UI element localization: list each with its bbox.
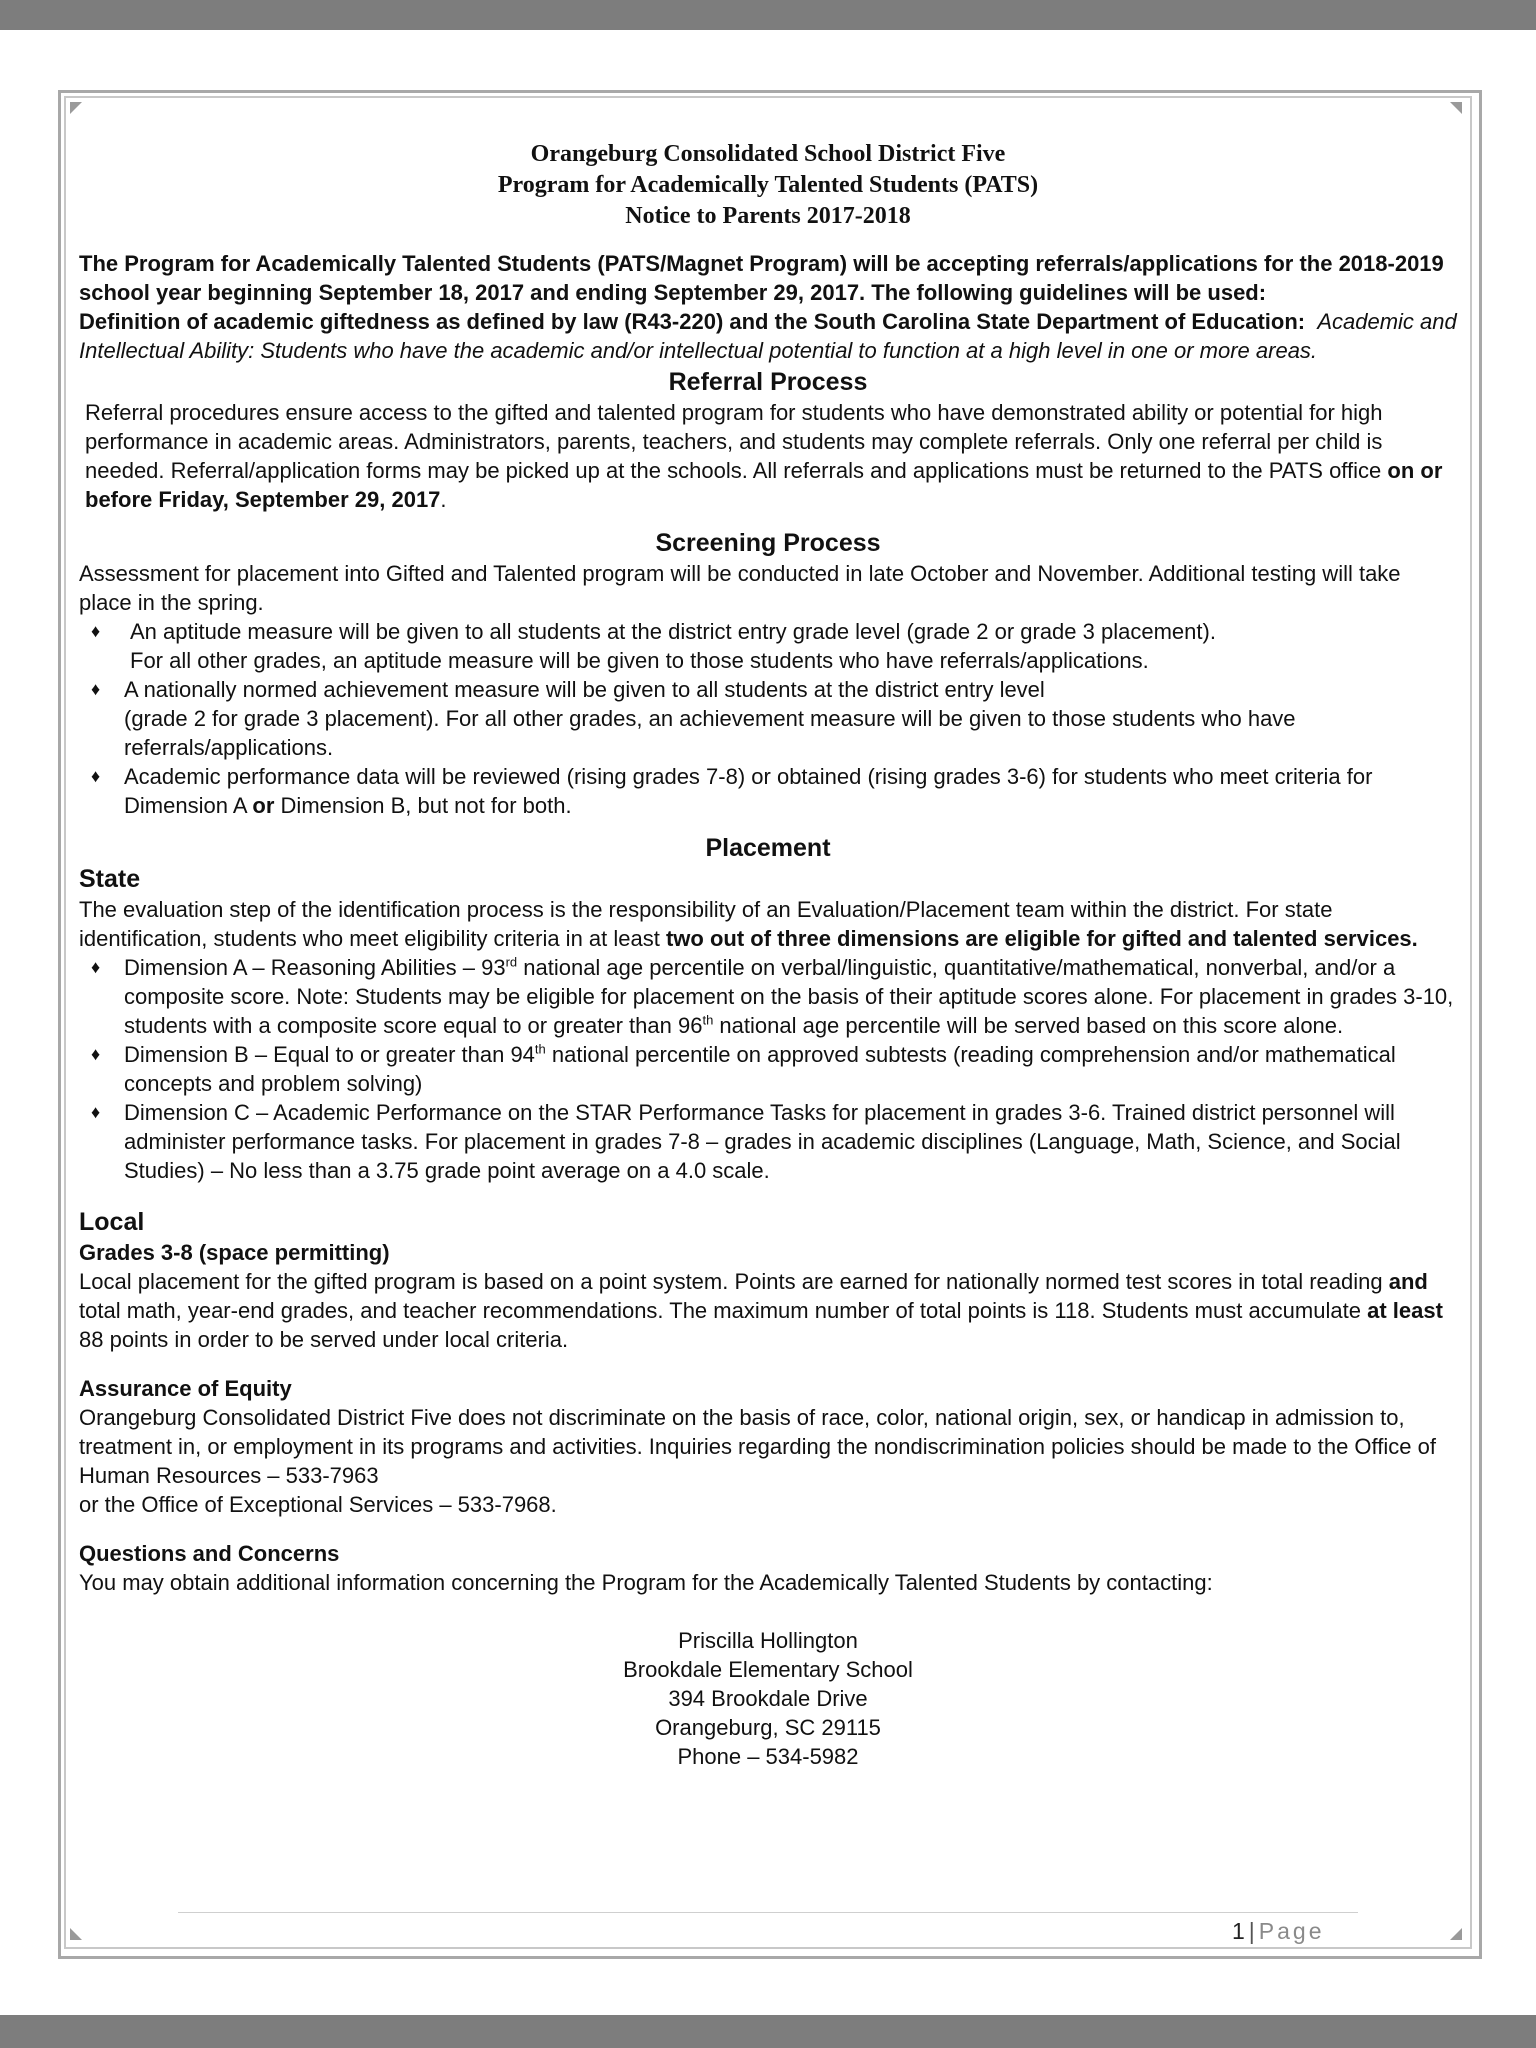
diamond-bullet-icon: ♦ — [91, 957, 101, 977]
page-number-value: 1 — [1232, 1918, 1245, 1944]
contact-phone: Phone – 534-5982 — [677, 1744, 859, 1769]
ordinal-suffix: th — [534, 1041, 546, 1057]
dimension-b-text: national percentile on approved subtests (reading comprehension and/or mathematical concepts and problem solving) — [124, 1042, 1396, 1096]
questions-paragraph: You may obtain additional information concerning the Program for the Academically Talented Students by contacting: — [79, 1570, 1213, 1595]
dimension-a-text: Dimension A – Reasoning Abilities – 93 — [124, 955, 506, 980]
local-subheading: Grades 3-8 (space permitting) — [79, 1240, 390, 1265]
local-bold: and — [1388, 1269, 1428, 1294]
page-number — [1232, 1918, 1325, 1945]
page-label: Page — [1258, 1918, 1325, 1944]
bullet-bold: or — [252, 793, 275, 818]
dimension-c-text: Dimension C – Academic Performance on the STAR Performance Tasks for placement in grades 3-6. Trained district personnel will administer performance tasks. For placement in grades 7-8 – grades in academic disciplines (Language, Math, Science, and Social Studies) – No less than a 3.75 grade point average on a 4.0 scale. — [124, 1100, 1401, 1183]
intro-paragraph: The Program for Academically Talented Students (PATS/Magnet Program) will be accepting referrals/applications for the 2018-2019 school year beginning September 18, 2017 and ending September 29, 2017. The following guidelines will be used: — [79, 251, 1444, 305]
local-heading: Local — [79, 1208, 145, 1236]
list-item — [79, 1098, 1457, 1185]
bullet-line: (grade 2 for grade 3 placement). For all other grades, an achievement measure will be given to those students who have referrals/applications. — [124, 706, 1296, 760]
diamond-bullet-icon: ♦ — [91, 1102, 101, 1122]
dimension-bullets — [79, 953, 1457, 1185]
state-paragraph — [79, 895, 1457, 953]
dimension-a-text: national age percentile will be served based on this score alone. — [713, 1013, 1344, 1038]
corner-ornament-bottom-right — [1450, 1928, 1462, 1940]
referral-title: Referral Process — [668, 368, 868, 396]
document-page — [0, 30, 1536, 2015]
diamond-bullet-icon: ♦ — [91, 679, 101, 699]
contact-block — [79, 1626, 1457, 1771]
local-text: total math, year-end grades, and teacher recommendations. The maximum number of total points is 118. Students must accumulate — [79, 1298, 1361, 1323]
diamond-bullet-icon: ♦ — [91, 766, 101, 786]
header-program: Program for Academically Talented Students (PATS) — [497, 172, 1039, 198]
equity-paragraph: Orangeburg Consolidated District Five does not discriminate on the basis of race, color, national origin, sex, or handicap in admission to, treatment in, or employment in its programs and activities. Inquiries regarding the nondiscrimination policies should be made to the Office of Human Resources – 533-7963 — [79, 1405, 1436, 1488]
referral-text: Referral procedures ensure access to the gifted and talented program for students who have demonstrated ability or potential for high performance in academic areas. Administrators, parents, teachers, and students may complete referrals. Only one referral per child is needed. Referral/application forms may be picked up at the schools. All referrals and applications must be returned to the PATS office — [85, 400, 1383, 483]
equity-heading: Assurance of Equity — [79, 1376, 292, 1401]
definition-text: Academic and Intellectual Ability: Students who have the academic and/or intellectual potential to function at a high level in one or more areas. — [79, 309, 1457, 363]
screening-bullets — [79, 617, 1457, 820]
diamond-bullet-icon: ♦ — [91, 1044, 101, 1064]
contact-name: Priscilla Hollington — [678, 1628, 858, 1653]
bullet-line: A nationally normed achievement measure will be given to all students at the district entry level — [124, 677, 1045, 702]
referral-paragraph — [79, 398, 1457, 514]
local-bold: at least — [1367, 1298, 1443, 1323]
referral-end: . — [440, 487, 447, 512]
placement-title: Placement — [705, 834, 831, 862]
dimension-a-text: national age percentile on verbal/linguistic, quantitative/mathematical, nonverbal, and/or a composite score. Note: Students may be eligible for placement on the basis of their aptitude scores alone. For placement in grades 3-10, students with a composite score equal to or greater than 96 — [124, 955, 1454, 1038]
definition-paragraph — [79, 307, 1457, 365]
local-text: 88 points in order to be served under local criteria. — [79, 1327, 569, 1352]
contact-city: Orangeburg, SC 29115 — [655, 1715, 881, 1740]
ordinal-suffix: th — [702, 1012, 714, 1028]
contact-street: 394 Brookdale Drive — [668, 1686, 868, 1711]
document-body — [79, 110, 1457, 1771]
screening-title: Screening Process — [655, 529, 881, 557]
page-number-separator: | — [1248, 1918, 1255, 1944]
bullet-text: Dimension B, but not for both. — [280, 793, 572, 818]
contact-school: Brookdale Elementary School — [623, 1657, 913, 1682]
dimension-b-text: Dimension B – Equal to or greater than 94 — [124, 1042, 535, 1067]
header-district: Orangeburg Consolidated School District Five — [530, 141, 1006, 167]
equity-paragraph-2: or the Office of Exceptional Services – 533-7968. — [79, 1492, 557, 1517]
state-text-bold: two out of three dimensions are eligible for gifted and talented services. — [665, 926, 1418, 951]
list-item — [79, 617, 1457, 675]
referral-deadline: on or before Friday, September 29, 2017 — [85, 458, 1443, 512]
list-item — [79, 675, 1457, 762]
questions-heading: Questions and Concerns — [79, 1541, 340, 1566]
state-text: The evaluation step of the identification process is the responsibility of an Evaluation/Placement team within the district. For state identification, students who meet eligibility criteria in at least — [79, 897, 1333, 951]
local-text: Local placement for the gifted program is based on a point system. Points are earned for nationally normed test scores in total reading — [79, 1269, 1383, 1294]
local-paragraph — [79, 1267, 1457, 1354]
definition-label: Definition of academic giftedness as defined by law (R43-220) and the South Carolina State Department of Education: — [79, 309, 1306, 334]
bullet-line: An aptitude measure will be given to all students at the district entry grade level (grade 2 or grade 3 placement). — [130, 619, 1216, 644]
diamond-bullet-icon: ♦ — [91, 621, 101, 641]
ordinal-suffix: rd — [505, 954, 518, 970]
document-header — [79, 139, 1457, 232]
list-item — [79, 762, 1457, 820]
list-item — [79, 953, 1457, 1040]
bullet-line: For all other grades, an aptitude measure will be given to those students who have referrals/applications. — [130, 648, 1149, 673]
corner-ornament-bottom-left — [70, 1928, 82, 1940]
header-notice: Notice to Parents 2017-2018 — [625, 203, 911, 229]
screening-paragraph: Assessment for placement into Gifted and Talented program will be conducted in late October and November. Additional testing will take place in the spring. — [79, 561, 1401, 615]
footer-divider — [178, 1912, 1358, 1913]
state-heading: State — [79, 865, 141, 893]
bullet-text: Academic performance data will be reviewed (rising grades 7-8) or obtained (rising grades 3-6) for students who meet criteria for Dimension A — [124, 764, 1373, 818]
list-item — [79, 1040, 1457, 1098]
